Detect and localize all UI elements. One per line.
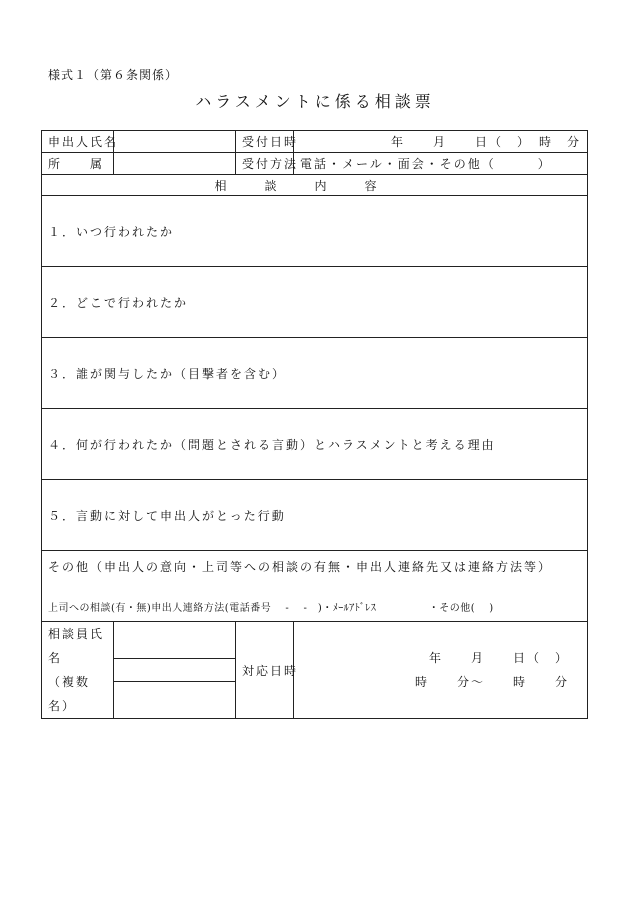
- question-row: [42, 267, 588, 338]
- question-response[interactable]: ５．言動に対して申出人がとった行動: [42, 480, 588, 551]
- response-date-line: 年 月 日（ ）: [428, 651, 569, 665]
- reception-date-label: 受付日時: [236, 131, 294, 153]
- form-code-label: 様式１（第６条関係）: [48, 68, 179, 82]
- question-row: [42, 196, 588, 267]
- consultation-form-table: [41, 130, 588, 719]
- other-label: その他（申出人の意向・上司等への相談の有無・申出人連絡先又は連絡方法等）: [48, 560, 553, 574]
- question-when[interactable]: １．いつ行われたか: [42, 196, 588, 267]
- other-detail: 上司への相談(有・無)申出人連絡方法(電話番号 - - )・ﾒｰﾙｱﾄﾞﾚｽ ・その他( ): [48, 603, 494, 614]
- question-who[interactable]: ３．誰が関与したか（目撃者を含む）: [42, 338, 588, 409]
- response-date-label: 対応日時: [236, 622, 294, 719]
- question-what[interactable]: ４．何が行われたか（問題とされる言動）とハラスメントと考える理由: [42, 409, 588, 480]
- staff-count-label: （複数名）: [48, 675, 91, 713]
- content-heading: 相談内容: [42, 175, 588, 196]
- staff-label-cell: [42, 622, 114, 719]
- staff-name-field[interactable]: [114, 682, 235, 704]
- applicant-name-label: 申出人氏名: [42, 131, 114, 153]
- other-cell[interactable]: [42, 551, 588, 622]
- applicant-row: [42, 131, 588, 153]
- question-row: [42, 338, 588, 409]
- staff-name-field[interactable]: [114, 659, 235, 682]
- staff-name-field[interactable]: [114, 636, 235, 659]
- affiliation-field[interactable]: [114, 153, 236, 175]
- other-row: [42, 551, 588, 622]
- question-row: [42, 480, 588, 551]
- question-where[interactable]: ２．どこで行われたか: [42, 267, 588, 338]
- reception-method-field[interactable]: 電話・メール・面会・その他（ ）: [294, 153, 588, 175]
- applicant-name-field[interactable]: [114, 131, 236, 153]
- question-row: [42, 409, 588, 480]
- staff-row: [42, 622, 588, 719]
- reception-date-field[interactable]: 年 月 日（ ） 時 分: [294, 131, 588, 153]
- response-time-line: 時 分～ 時 分: [414, 675, 569, 689]
- response-date-field[interactable]: [294, 622, 588, 719]
- affiliation-row: [42, 153, 588, 175]
- staff-name-fields: [114, 622, 236, 719]
- form-title: ハラスメントに係る相談票: [195, 92, 435, 111]
- staff-name-label: 相談員氏名: [48, 627, 105, 665]
- affiliation-label: 所 属: [42, 153, 114, 175]
- content-heading-row: [42, 175, 588, 196]
- reception-method-label: 受付方法: [236, 153, 294, 175]
